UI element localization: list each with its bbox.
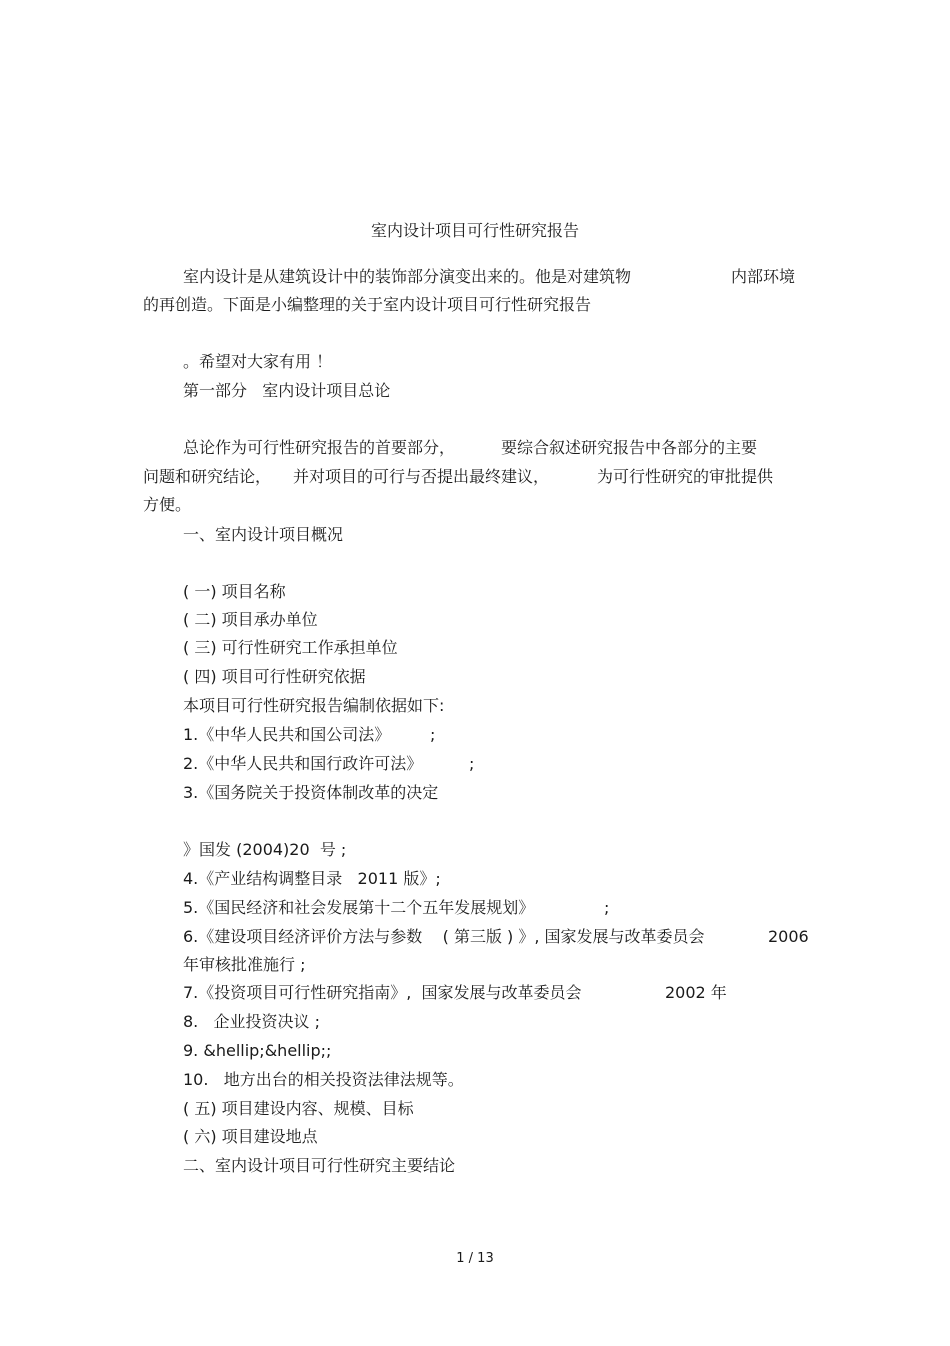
intro-line-3: 。希望对大家有用 ！ xyxy=(183,352,333,371)
subsection-4: ( 四) 项目可行性研究依据 xyxy=(183,667,366,686)
summary-line-3: 方便。 xyxy=(143,495,192,514)
basis-item-3: 3.《国务院关于投资体制改革的决定 xyxy=(183,783,439,802)
basis-item-6-year: 2006 xyxy=(768,927,809,946)
basis-item-2-tail: ; xyxy=(469,754,475,773)
basis-item-1-tail: ; xyxy=(430,725,436,744)
basis-item-9: 9. &hellip;&hellip;; xyxy=(183,1041,332,1060)
basis-intro: 本项目可行性研究报告编制依据如下: xyxy=(183,696,445,715)
basis-item-5-tail: ; xyxy=(604,898,610,917)
basis-item-3-cont: 》国发 (2004)20 号 ; xyxy=(183,840,347,859)
part1-heading: 第一部分 室内设计项目总论 xyxy=(183,381,391,400)
intro-line-1b: 内部环境 xyxy=(731,267,796,286)
basis-item-2: 2.《中华人民共和国行政许可法》 xyxy=(183,754,423,773)
summary-line-1a: 总论作为可行性研究报告的首要部分， xyxy=(183,438,456,457)
basis-item-7-year: 2002 年 xyxy=(665,983,727,1002)
summary-line-2b: 并对项目的可行与否提出最终建议， xyxy=(293,467,550,486)
page-number: 1 / 13 xyxy=(456,1251,494,1266)
intro-line-2: 的再创造。下面是小编整理的关于室内设计项目可行性研究报告 xyxy=(143,295,592,314)
summary-line-2a: 问题和研究结论， xyxy=(143,467,272,486)
summary-line-2c: 为可行性研究的审批提供 xyxy=(597,467,774,486)
subsection-5: ( 五) 项目建设内容、规模、目标 xyxy=(183,1099,414,1118)
intro-line-1a: 室内设计是从建筑设计中的装饰部分演变出来的。他是对建筑物 xyxy=(183,267,632,286)
basis-item-6: 6.《建设项目经济评价方法与参数 ( 第三版 ) 》, 国家发展与改革委员会 xyxy=(183,927,705,946)
document-title: 室内设计项目可行性研究报告 xyxy=(370,221,579,240)
subsection-3: ( 三) 可行性研究工作承担单位 xyxy=(183,638,398,657)
basis-item-6-cont: 年审核批准施行 ; xyxy=(183,955,306,974)
basis-item-10: 10. 地方出台的相关投资法律法规等。 xyxy=(183,1070,464,1089)
basis-item-4: 4.《产业结构调整目录 2011 版》; xyxy=(183,869,441,888)
section2-heading: 二、室内设计项目可行性研究主要结论 xyxy=(183,1156,456,1175)
subsection-1: ( 一) 项目名称 xyxy=(183,582,286,601)
subsection-6: ( 六) 项目建设地点 xyxy=(183,1127,318,1146)
basis-item-1: 1.《中华人民共和国公司法》 xyxy=(183,725,391,744)
section1-heading: 一、室内设计项目概况 xyxy=(183,525,344,544)
basis-item-5: 5.《国民经济和社会发展第十二个五年发展规划》 xyxy=(183,898,535,917)
basis-item-7: 7.《投资项目可行性研究指南》, 国家发展与改革委员会 xyxy=(183,983,582,1002)
basis-item-8: 8. 企业投资决议 ; xyxy=(183,1012,321,1031)
subsection-2: ( 二) 项目承办单位 xyxy=(183,610,318,629)
summary-line-1b: 要综合叙述研究报告中各部分的主要 xyxy=(501,438,758,457)
